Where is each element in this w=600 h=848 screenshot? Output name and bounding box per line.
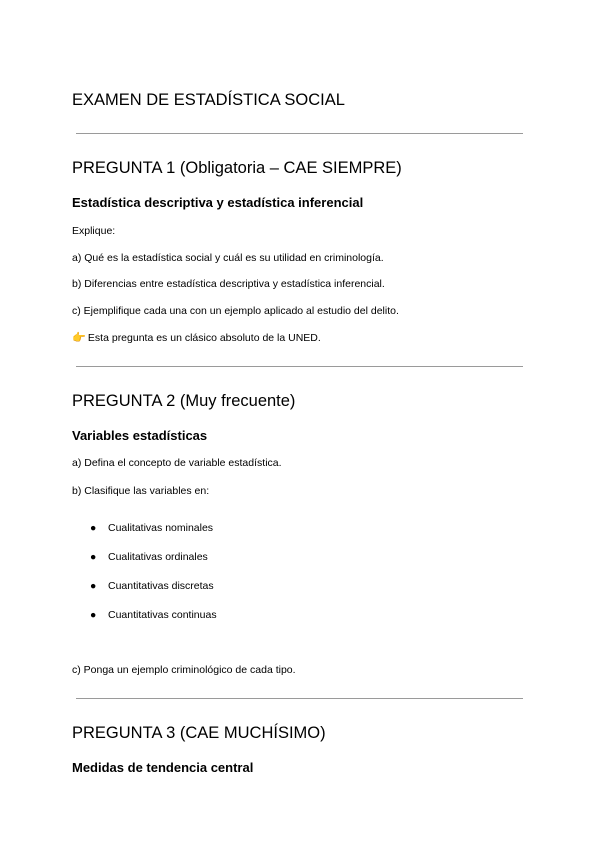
q2-item-c: c) Ponga un ejemplo criminológico de cada tipo. xyxy=(72,664,296,676)
q2-item-a: a) Defina el concepto de variable estadística. xyxy=(72,457,282,469)
pointing-hand-icon: 👉 xyxy=(72,332,86,344)
q2-heading: PREGUNTA 2 (Muy frecuente) xyxy=(72,392,296,410)
q1-item-c: c) Ejemplifique cada una con un ejemplo aplicado al estudio del delito. xyxy=(72,305,399,317)
q3-subheading: Medidas de tendencia central xyxy=(72,760,254,775)
divider xyxy=(76,133,523,134)
bullet-dot-icon: ● xyxy=(90,609,97,621)
q1-item-a: a) Qué es la estadística social y cuál es su utilidad en criminología. xyxy=(72,252,384,264)
document-title: EXAMEN DE ESTADÍSTICA SOCIAL xyxy=(72,91,345,109)
q1-intro: Explique: xyxy=(72,225,116,237)
q1-heading: PREGUNTA 1 (Obligatoria – CAE SIEMPRE) xyxy=(72,159,402,177)
q1-note-text: Esta pregunta es un clásico absoluto de la UNED. xyxy=(87,332,321,344)
divider xyxy=(76,698,523,699)
bullet-dot-icon: ● xyxy=(90,522,97,534)
bullet-dot-icon: ● xyxy=(90,551,97,563)
list-item: Cualitativas ordinales xyxy=(108,551,208,563)
q1-item-b: b) Diferencias entre estadística descriptiva y estadística inferencial. xyxy=(72,278,385,290)
list-item: Cuantitativas discretas xyxy=(108,580,214,592)
q2-subheading: Variables estadísticas xyxy=(72,428,208,443)
list-item: Cuantitativas continuas xyxy=(108,609,217,621)
q1-note xyxy=(72,331,321,344)
divider xyxy=(76,366,523,367)
q1-subheading: Estadística descriptiva y estadística inferencial xyxy=(72,195,364,210)
q2-item-b: b) Clasifique las variables en: xyxy=(72,485,210,497)
bullet-dot-icon: ● xyxy=(90,580,97,592)
q3-heading: PREGUNTA 3 (CAE MUCHÍSIMO) xyxy=(72,724,326,742)
list-item: Cualitativas nominales xyxy=(108,522,214,534)
